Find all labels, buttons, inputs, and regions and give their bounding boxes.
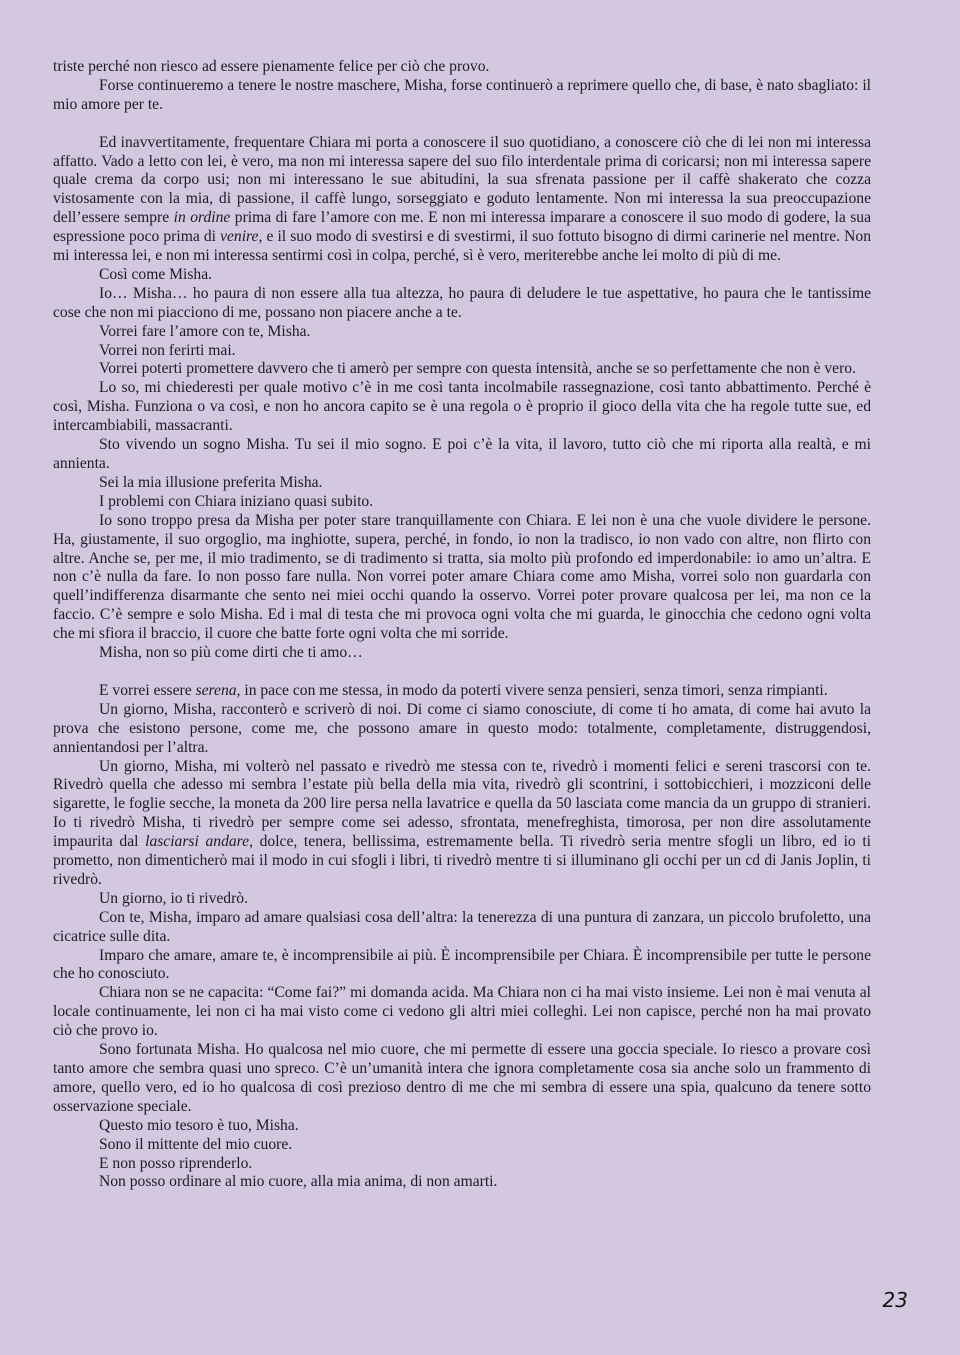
paragraph-text: Io sono troppo presa da Misha per poter stare tranquillamente con Chiara. E lei non è una che vuole dividere le persone. Ha, giustamente, il suo orgoglio, ma inghiotte, supera, perché, in fondo, io non la tradisco, io non vado con altre, non flirto con altre. Anche se, per me, il mio tradimento, se di tradimento si tratta, sia molto più profondo ed imperdonabile: io amo un’altra. E non c’è nulla da fare. Io non posso fare nulla. Non vorrei poter amare Chiara come amo Misha, vorrei solo non guardarla con quell’indifferenza disarmante che sento nei miei occhi quando la osservo. Vorrei poter provare qualcosa per lei, ma non ce la faccio. C’è sempre e solo Misha. Ed i mal di testa che mi provoca ogni volta che mi guarda, le ginocchia che cedono ogni volta che mi sfiora il braccio, il cuore che batte forte ogni volta che mi sorride. — [53, 511, 871, 643]
italic-text: in ordine — [173, 209, 231, 227]
paragraph — [53, 909, 871, 947]
paragraph — [53, 512, 871, 644]
paragraph — [53, 58, 871, 77]
italic-text: venire — [220, 228, 259, 246]
paragraph-text: Vorrei non ferirti mai. — [99, 341, 236, 359]
paragraph — [53, 1173, 871, 1192]
paragraph — [53, 1041, 871, 1117]
paragraph-text: E non posso riprenderlo. — [99, 1154, 253, 1172]
paragraph-text: Misha, non so più come dirti che ti amo… — [99, 644, 363, 662]
paragraph — [53, 682, 871, 701]
paragraph — [53, 342, 871, 361]
paragraph — [53, 890, 871, 909]
paragraph-text: Forse continueremo a tenere le nostre maschere, Misha, forse continuerò a reprimere quello che, di base, è nato sbagliato: il mio amore per te. — [53, 76, 871, 113]
paragraph-text: Io… Misha… ho paura di non essere alla tua altezza, ho paura di deludere le tue aspettative, ho paura che le tantissime cose che non mi piacciono di me, possano non piacere anche a te. — [53, 284, 871, 321]
paragraph-text: triste perché non riesco ad essere pienamente felice per ciò che provo. — [53, 58, 490, 75]
paragraph — [53, 323, 871, 342]
paragraph-text: Non posso ordinare al mio cuore, alla mia anima, di non amarti. — [99, 1173, 498, 1191]
body-text — [53, 58, 871, 1192]
paragraph-text: Lo so, mi chiederesti per quale motivo c’è in me così tanta incolmabile rassegnazione, così tanto abbattimento. Perché è così, Misha. Funziona o va così, e non ho ancora capito se è una regola o è proprio il gioco della vita che ha regole tutte sue, ed intercambiabili, massacranti. — [53, 379, 871, 435]
paragraph-text: Vorrei poterti promettere davvero che ti amerò per sempre con questa intensità, anche se so perfettamente che non è vero. — [99, 360, 856, 378]
paragraph — [53, 1136, 871, 1155]
paragraph — [53, 436, 871, 474]
page-number: 23 — [882, 1288, 908, 1312]
paragraph — [53, 266, 871, 285]
paragraph — [53, 701, 871, 758]
paragraph-text: , e il suo modo di svestirsi e di svestirmi, il suo fottuto bisogno di dirmi carinerie nel mentre. Non mi interessa lei, e non mi interessa sentirmi così in colpa, perché, sì è vero, meriterebbe anche lei molto di più di me. — [53, 228, 871, 265]
paragraph-text: Sono fortunata Misha. Ho qualcosa nel mio cuore, che mi permette di essere una goccia speciale. Io riesco a provare così tanto amore che sembra quasi uno spreco. C’è un’umanità intera che ignora completamente cosa sia anche solo un frammento di amore, quello vero, ed io ho qualcosa di così prezioso dentro di me che mi sembra di essere una spia, qualcuno da tenere sotto osservazione speciale. — [53, 1041, 871, 1115]
paragraph-text: Un giorno, Misha, racconterò e scriverò di noi. Di come ci siamo conosciute, di come ti ho amata, di come hai avuto la prova che esistono persone, come me, che possono amare in questo modo: totalmente, completamente, distruggendosi, annientandosi per l’altra. — [53, 700, 871, 756]
paragraph-text: Ed inavvertitamente, frequentare Chiara mi porta a conoscere il suo quotidiano, a conoscere ciò che di lei non mi interessa affatto. Vado a letto con lei, è vero, ma non mi interessa sapere del suo filo interdentale prima di coricarsi; non mi interessa sapere quale crema da corpo usi; non mi interessano le sue abitudini, la sua sfrenata passione per il caffè shakerato che cozza vistosamente con la mia, di passione, il caffè lungo, sorseggiato e goduto lentamente. Non mi interessa la sua preoccupazione dell’essere sempre — [53, 133, 871, 227]
paragraph — [53, 474, 871, 493]
paragraph — [53, 1117, 871, 1136]
paragraph — [53, 758, 871, 890]
italic-text: lasciarsi andare — [145, 833, 250, 851]
paragraph — [53, 644, 871, 663]
paragraph-text: Questo mio tesoro è tuo, Misha. — [99, 1116, 299, 1134]
paragraph-text: Chiara non se ne capacita: “Come fai?” mi domanda acida. Ma Chiara non ci ha mai visto insieme. Lei non è mai venuta al locale continuamente, lei non ci ha mai visto come ci vedono gli altri miei colleghi. Lei non capisce, perché non ha mai provato ciò che provo io. — [53, 984, 871, 1040]
paragraph — [53, 947, 871, 985]
paragraph-text: Sei la mia illusione preferita Misha. — [99, 473, 323, 491]
paragraph — [53, 984, 871, 1041]
italic-text: serena — [195, 681, 237, 699]
paragraph — [53, 285, 871, 323]
paragraph-text: Così come Misha. — [99, 265, 213, 283]
paragraph-text: Imparo che amare, amare te, è incomprensibile ai più. È incomprensibile per Chiara. È incomprensibile per tutte le persone che ho conosciuto. — [53, 946, 871, 983]
paragraph-text: Vorrei fare l’amore con te, Misha. — [99, 322, 311, 340]
paragraph — [53, 360, 871, 379]
paragraph — [53, 493, 871, 512]
paragraph-text: Con te, Misha, imparo ad amare qualsiasi cosa dell’altra: la tenerezza di una puntura di zanzara, un piccolo brufoletto, una cicatrice sulle dita. — [53, 908, 871, 945]
paragraph-text: E vorrei essere — [99, 681, 196, 699]
paragraph-text: prima di fare l’amore con me. E non mi interessa imparare a conoscere il suo modo di godere, la sua espressione poco prima di — [53, 209, 871, 246]
paragraph-text: , in pace con me stessa, in modo da poterti vivere senza pensieri, senza timori, senza rimpianti. — [236, 681, 828, 699]
paragraph-text: , dolce, tenera, bellissima, estremamente bella. Ti rivedrò seria mentre sfogli un libro, ed io ti prometto, non dimenticherò mai il modo in cui sfogli i libri, ti rivedrò mentre ti si illuminano gli occhi per un cd di Janis Joplin, ti rivedrò. — [53, 833, 872, 888]
paragraph — [53, 1155, 871, 1174]
paragraph-text: I problemi con Chiara iniziano quasi subito. — [99, 492, 374, 510]
paragraph — [53, 134, 871, 266]
paragraph — [53, 77, 871, 115]
paragraph-text: Sono il mittente del mio cuore. — [99, 1135, 293, 1153]
paragraph-text: Sto vivendo un sogno Misha. Tu sei il mio sogno. E poi c’è la vita, il lavoro, tutto ciò che mi riporta alla realtà, e mi annienta. — [53, 436, 871, 473]
paragraph — [53, 379, 871, 436]
paragraph-text: Un giorno, io ti rivedrò. — [99, 889, 248, 907]
paragraph-text: Un giorno, Misha, mi volterò nel passato e rivedrò me stessa con te, rivedrò i momenti felici e sereni trascorsi con te. Rivedrò quella che adesso mi sembra l’estate più bella della mia vita, rivedrò gli scontrini, i sottobicchieri, i mozziconi delle sigarette, le foglie secche, la moneta da 200 lire persa nella lavatrice e quella da 50 lasciata come mancia da un gruppo di stranieri. Io ti rivedrò Misha, ti rivedrò per sempre come sei adesso, sfrontata, menefreghista, timorosa, per non dire assolutamente impaurita dal — [53, 757, 871, 851]
